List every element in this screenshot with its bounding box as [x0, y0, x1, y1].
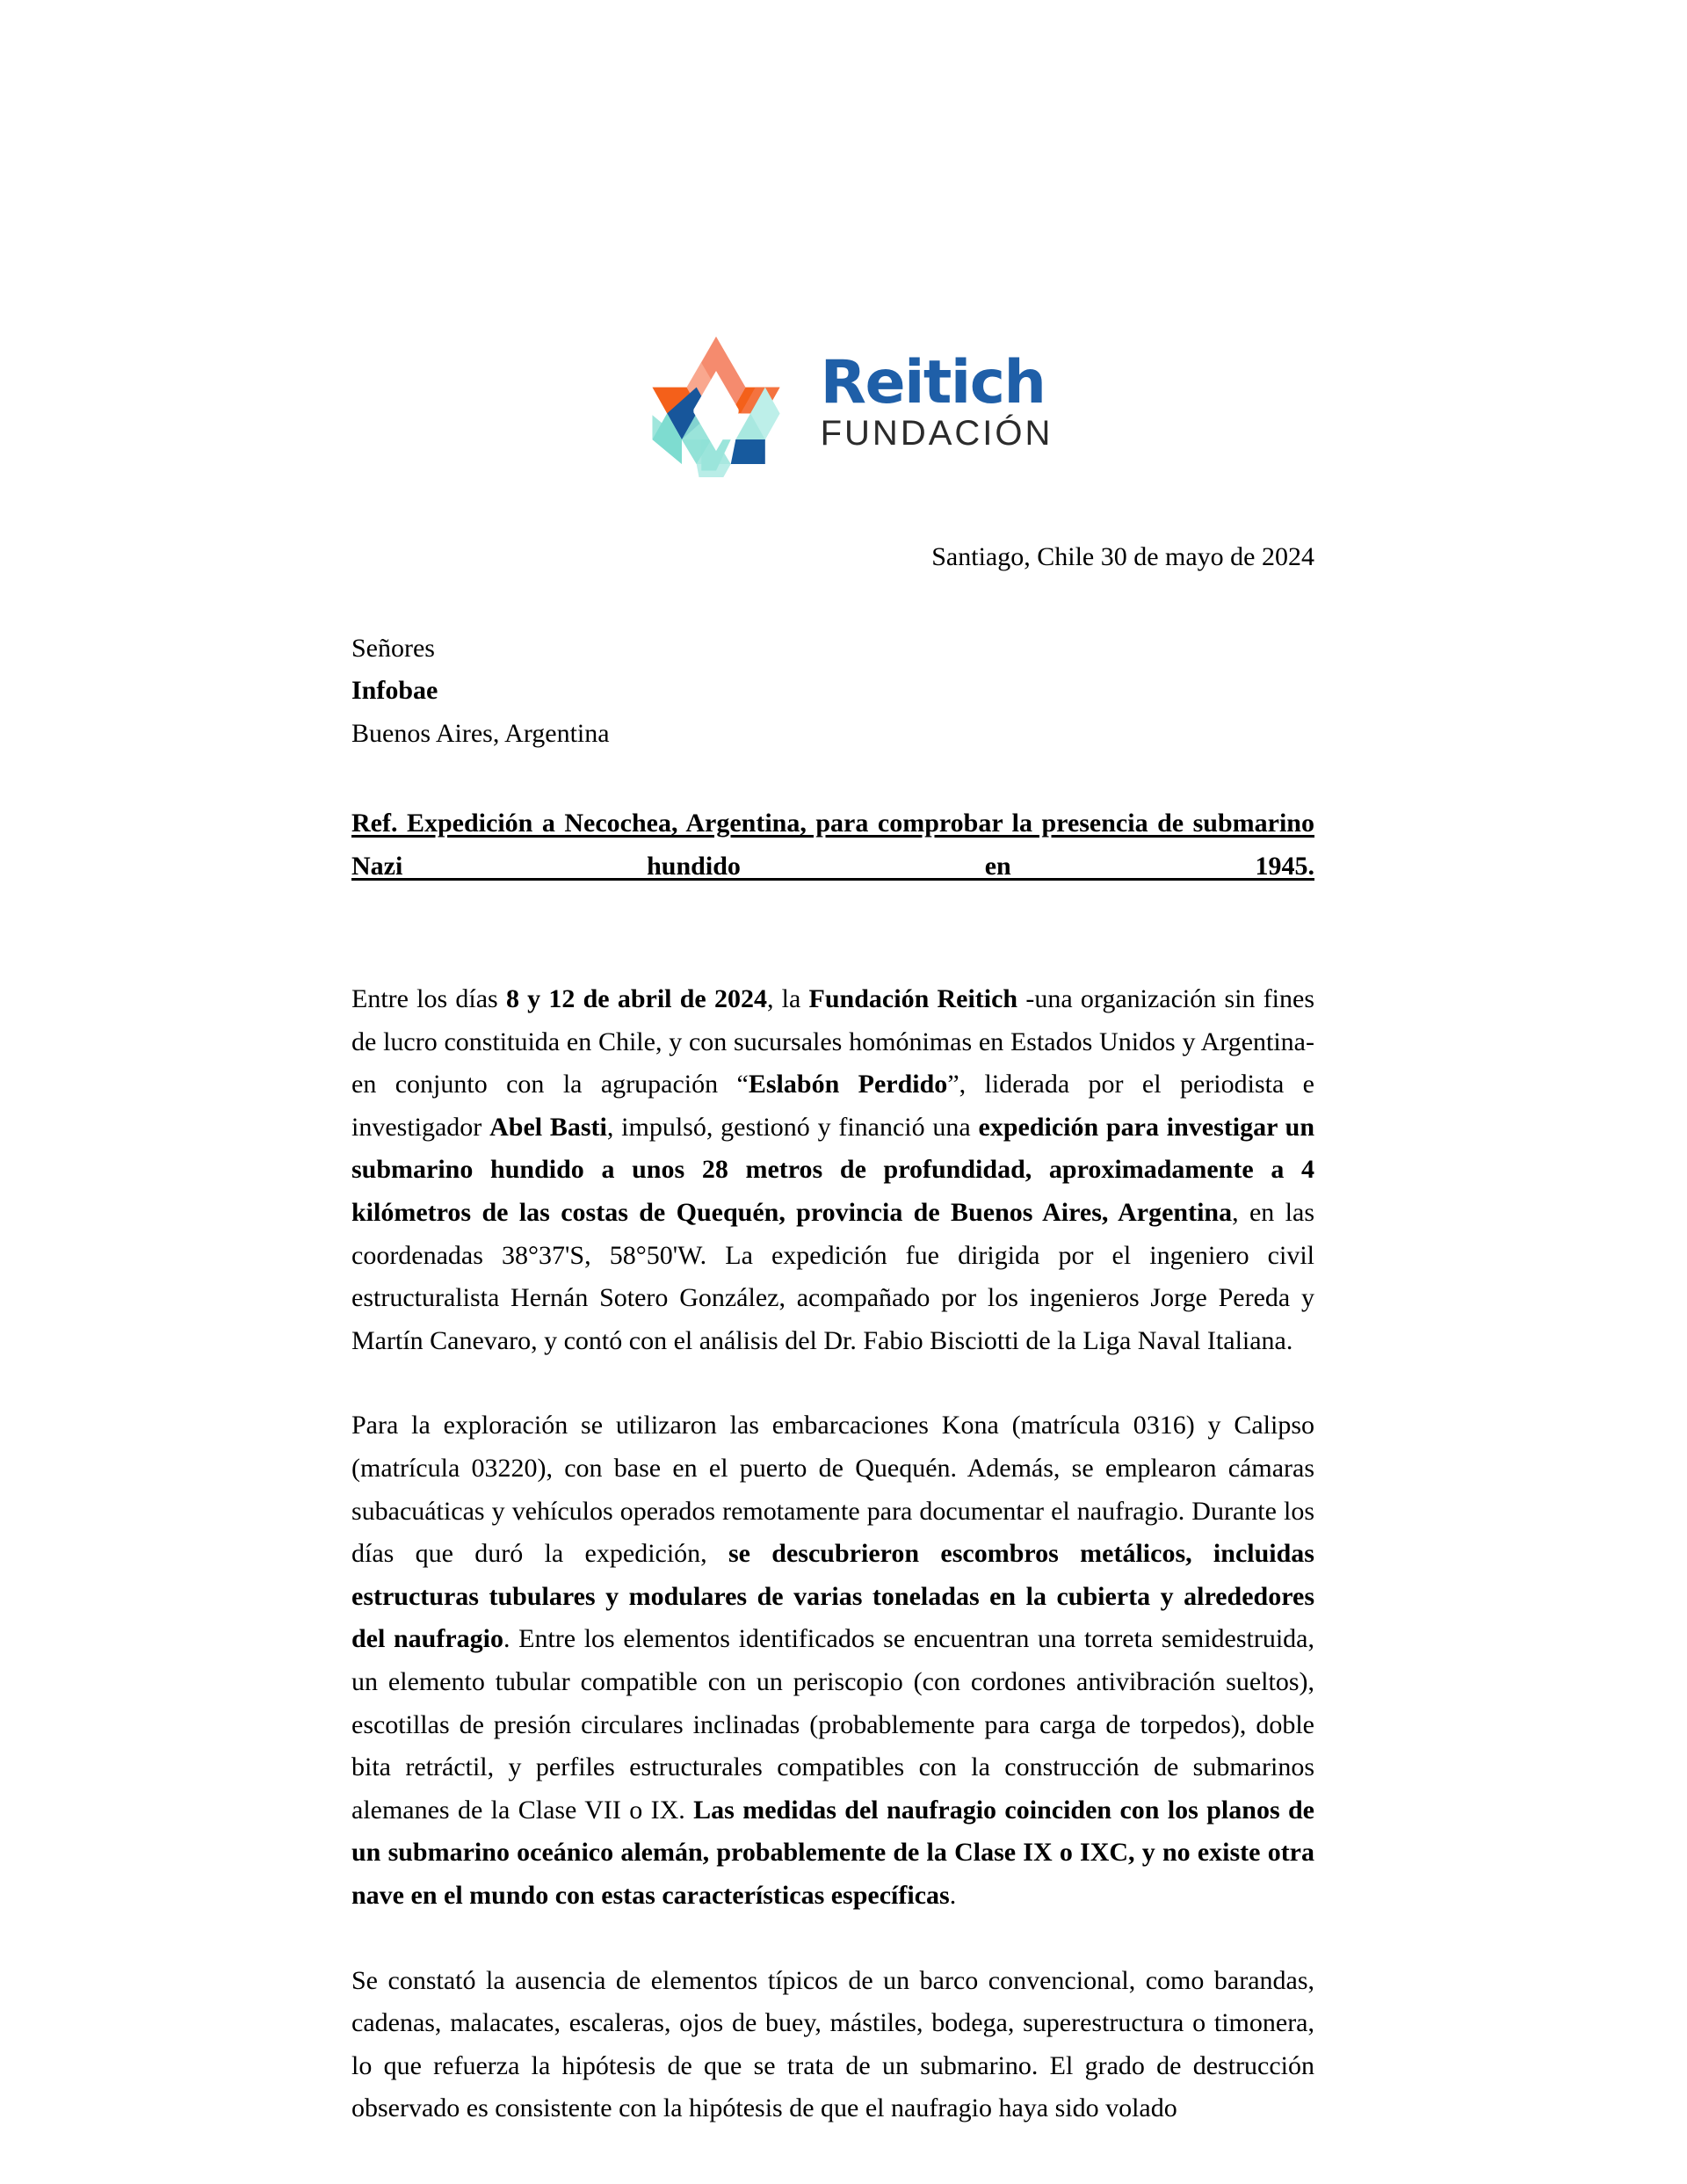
addressee-organization: Infobae [351, 676, 438, 706]
emphasis-text: expedición para investigar un submarino hundido a unos 28 metros de profundidad, aproximadamente a 4 kilómetros de las costas de Quequén, provincia de Buenos Aires, Argentina [351, 1112, 1314, 1228]
logo-wordmark: Reitich [820, 347, 1046, 417]
paragraph [351, 1960, 1314, 2130]
body-text: . [949, 1880, 957, 1910]
addressee-block [351, 628, 1314, 756]
body-text: ”, liderada por el periodista e investigador [351, 1070, 1314, 1142]
reitich-logo-lockup [634, 323, 1053, 477]
logo-wordmark-group [820, 347, 1053, 453]
paragraph-list [351, 978, 1314, 2130]
letterhead [0, 323, 1687, 477]
body-text: . Entre los elementos identificados se encuentran una torreta semidestruida, un elemento tubular compatible con un periscopio (con cordones antivibración sueltos), escotillas de presión circulares inclinadas (probablemente para carga de torpedos), doble bita retráctil, y perfiles estructurales compatibles con la construcción de submarinos alemanes de la Clase VII o IX. [351, 1624, 1314, 1825]
emphasis-text: se descubrieron escombros metálicos, incluidas estructuras tubulares y modulares de varias toneladas en la cubierta y alrededores del naufragio [351, 1539, 1314, 1654]
logo-subwordmark: FUNDACIÓN [820, 414, 1053, 453]
addressee-salutation: Señores [351, 633, 435, 663]
emphasis-text: Fundación Reitich [808, 984, 1018, 1014]
emphasis-text: Abel Basti [489, 1112, 607, 1142]
body-text: , la [766, 984, 809, 1014]
body-text: Para la exploración se utilizaron las embarcaciones Kona (matrícula 0316) y Calipso (matrícula 03220), con base en el puerto de Quequén. Además, se emplearon cámaras subacuáticas y vehículos operados remotamente para documentar el naufragio. Durante los días que duró la expedición, [351, 1411, 1314, 1569]
paragraph [351, 978, 1314, 1362]
body-text: -una organización sin fines de lucro constituida en Chile, y con sucursales homónimas en Estados Unidos y Argentina- en conjunto con la agrupación “ [351, 984, 1315, 1099]
body-text: Entre los días [351, 984, 506, 1014]
subject-line: Ref. Expedición a Necochea, Argentina, para comprobar la presencia de submarino Nazi hundido en 1945. [351, 809, 1314, 881]
paragraph [351, 1404, 1314, 1917]
body-text: , impulsó, gestionó y financió una [606, 1112, 979, 1142]
reitich-hexagram-logo-icon [634, 323, 798, 477]
addressee-location: Buenos Aires, Argentina [351, 718, 610, 748]
date-line: Santiago, Chile 30 de mayo de 2024 [931, 542, 1314, 571]
body-text: , en las coordenadas 38°37'S, 58°50'W. La expedición fue dirigida por el ingeniero civil estructuralista Hernán Sotero González, acompañado por los ingenieros Jorge Pereda y Martín Canevaro, y contó con el análisis del Dr. Fabio Bisciotti de la Liga Naval Italiana. [351, 1198, 1314, 1355]
emphasis-text: Las medidas del naufragio coinciden con los planos de un submarino oceánico alemán, probablemente de la Clase IX o IXC, y no existe otra nave en el mundo con estas características específicas [351, 1795, 1315, 1910]
emphasis-text: Eslabón Perdido [748, 1070, 948, 1099]
body-text: Se constató la ausencia de elementos típicos de un barco convencional, como barandas, cadenas, malacates, escaleras, ojos de buey, mástiles, bodega, superestructura o timonera, lo que refuerza la hipótesis de que se trata de un submarino. El grado de destrucción observado es consistente con la hipótesis de que el naufragio haya sido volado [351, 1965, 1314, 2123]
letter-body [351, 538, 1314, 2130]
emphasis-text: 8 y 12 de abril de 2024 [505, 984, 767, 1014]
